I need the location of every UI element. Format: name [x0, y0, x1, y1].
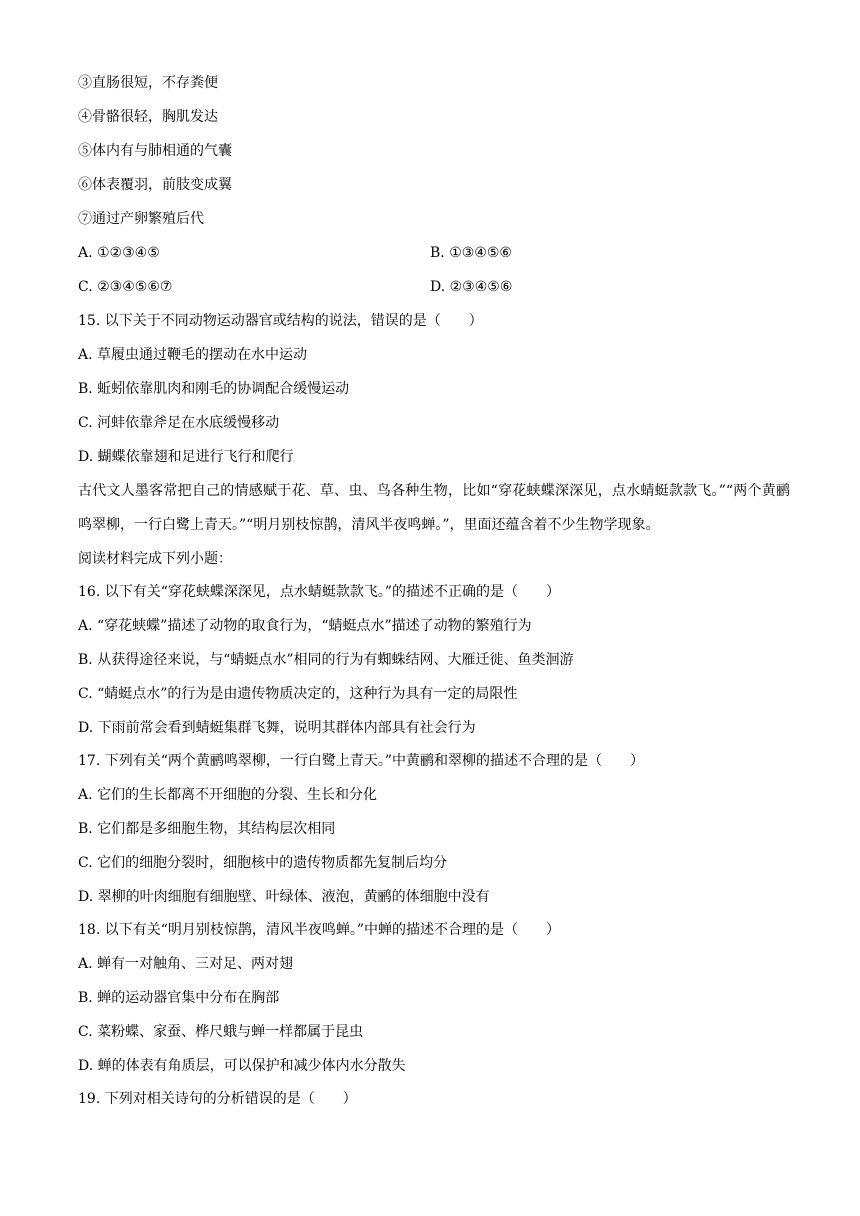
q18-option-d: D. 蝉的体表有角质层，可以保护和减少体内水分散失 [78, 1058, 406, 1074]
q15-option-d: D. 蝴蝶依靠翅和足进行飞行和爬行 [78, 449, 294, 465]
q16-stem: 16. 以下有关“穿花蛱蝶深深见，点水蜻蜓款款飞。”的描述不正确的是（ ） [78, 584, 561, 600]
q17-stem: 17. 下列有关“两个黄鹂鸣翠柳，一行白鹭上青天。”中黄鹂和翠柳的描述不合理的是（ ） [78, 753, 645, 769]
reading-instruction: 阅读材料完成下列小题： [78, 551, 232, 567]
q17-option-b: B. 它们都是多细胞生物，其结构层次相同 [78, 821, 336, 837]
q17-option-c: C. 它们的细胞分裂时，细胞核中的遗传物质都先复制后均分 [78, 855, 448, 871]
q19-stem: 19. 下列对相关诗句的分析错误的是（ ） [78, 1091, 357, 1107]
q15-option-a: A. 草履虫通过鞭毛的摆动在水中运动 [78, 347, 308, 363]
q15-stem: 15. 以下关于不同动物运动器官或结构的说法，错误的是（ ） [78, 313, 483, 329]
q14-item-5: ⑤体内有与肺相通的气囊 [78, 143, 232, 159]
q14-item-3: ③直肠很短，不存粪便 [78, 75, 218, 91]
q16-option-a: A. “穿花蛱蝶”描述了动物的取食行为，“蜻蜓点水”描述了动物的繁殖行为 [78, 618, 532, 634]
q14-option-c: C. ②③④⑤⑥⑦ [78, 279, 173, 295]
q17-option-a: A. 它们的生长都离不开细胞的分裂、生长和分化 [78, 787, 378, 803]
q14-option-b: B. ①③④⑤⑥ [430, 245, 512, 261]
q16-option-d: D. 下雨前常会看到蜻蜓集群飞舞，说明其群体内部具有社会行为 [78, 720, 476, 736]
q14-item-7: ⑦通过产卵繁殖后代 [78, 211, 204, 227]
q16-option-c: C. “蜻蜓点水”的行为是由遗传物质决定的，这种行为具有一定的局限性 [78, 686, 518, 702]
q17-option-d: D. 翠柳的叶肉细胞有细胞壁、叶绿体、液泡，黄鹂的体细胞中没有 [78, 889, 490, 905]
q18-option-c: C. 菜粉蝶、家蚕、桦尺蛾与蝉一样都属于昆虫 [78, 1024, 364, 1040]
q14-option-d: D. ②③④⑤⑥ [430, 279, 513, 295]
q15-option-c: C. 河蚌依靠斧足在水底缓慢移动 [78, 415, 280, 431]
reading-material: 古代文人墨客常把自己的情感赋于花、草、虫、鸟各种生物，比如“穿花蛱蝶深深见，点水蜻蜓款款飞。”“两个黄鹂鸣翠柳，一行白鹭上青天。”“明月别枝惊鹊，清风半夜鸣蝉。”，里面还蕴含着不少生物学现象。 [78, 483, 790, 533]
q14-option-a: A. ①②③④⑤ [78, 245, 160, 261]
q18-option-a: A. 蝉有一对触角、三对足、两对翅 [78, 956, 294, 972]
q16-option-b: B. 从获得途径来说，与“蜻蜓点水”相同的行为有蜘蛛结网、大雁迁徙、鱼类洄游 [78, 652, 574, 668]
q18-stem: 18. 以下有关“明月别枝惊鹊，清风半夜鸣蝉。”中蝉的描述不合理的是（ ） [78, 922, 561, 938]
q15-option-b: B. 蚯蚓依靠肌肉和刚毛的协调配合缓慢运动 [78, 381, 350, 397]
q14-item-4: ④骨骼很轻，胸肌发达 [78, 109, 218, 125]
q14-item-6: ⑥体表覆羽，前肢变成翼 [78, 177, 232, 193]
q18-option-b: B. 蝉的运动器官集中分布在胸部 [78, 990, 280, 1006]
